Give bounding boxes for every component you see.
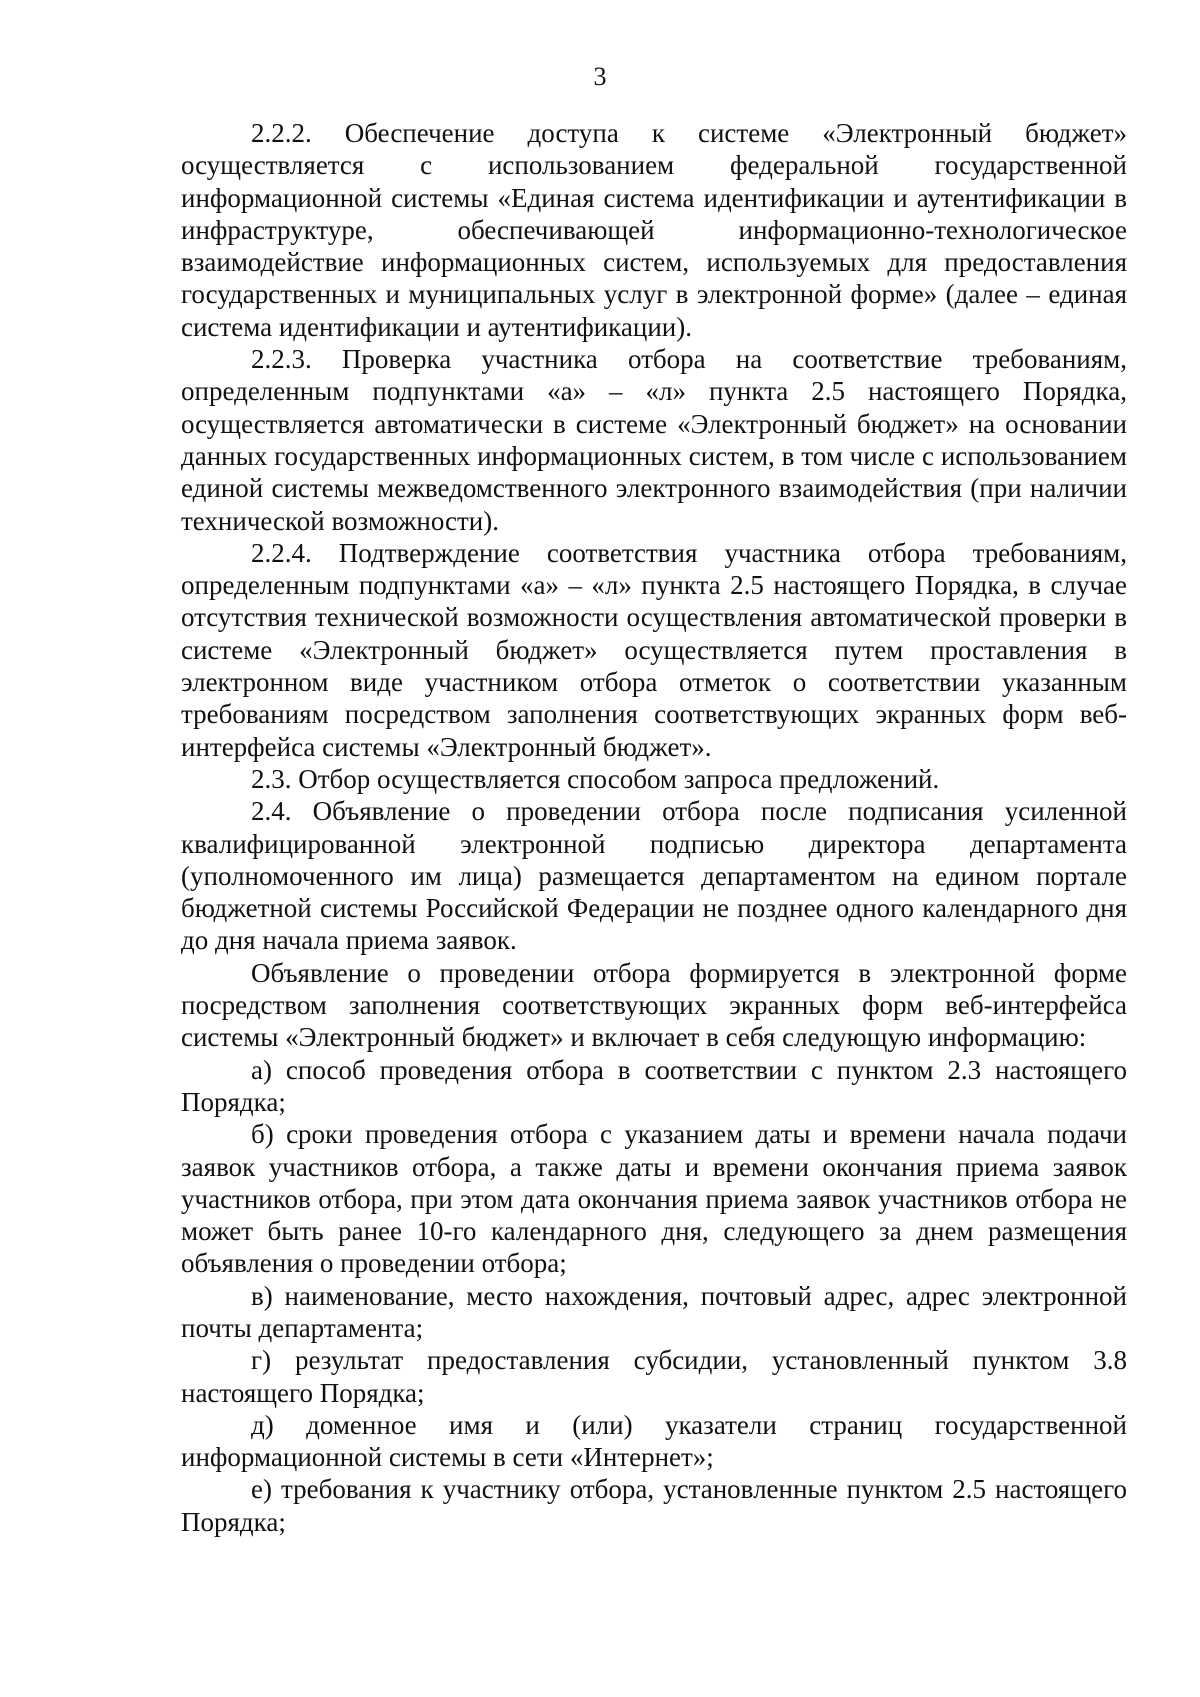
paragraph-2-2-2: 2.2.2. Обеспечение доступа к системе «Электронный бюджет» осуществляется с использованием федеральной государственной информационной системы «Единая система идентификации и аутентификации в инфраструктуре, обеспечивающей информационно-технологическое взаимодействие информационных систем, используемых для предоставления государственных и муниципальных услуг в электронной форме» (далее – единая система идентификации и аутентификации). — [181, 118, 1127, 342]
list-item-d: д) доменное имя и (или) указатели страниц государственной информационной системы в сети «Интернет»; — [181, 1409, 1127, 1473]
list-item-a: а) способ проведения отбора в соответствии с пунктом 2.3 настоящего Порядка; — [181, 1054, 1127, 1117]
list-item-b: б) сроки проведения отбора с указанием даты и времени начала подачи заявок участников отбора, а также даты и времени окончания приема заявок участников отбора, при этом дата окончания приема заявок участников отбора не может быть ранее 10-го календарного дня, следующего за днем размещения объявления о проведении отбора; — [181, 1119, 1127, 1279]
list-item-e: е) требования к участнику отбора, установленные пунктом 2.5 настоящего Порядка; — [181, 1474, 1127, 1537]
paragraph-2-2-4: 2.2.4. Подтверждение соответствия участника отбора требованиям, определенным подпунктами «а» – «л» пункта 2.5 настоящего Порядка, в случае отсутствия технической возможности осуществления автоматической проверки в системе «Электронный бюджет» осуществляется путем проставления в электронном виде участником отбора отметок о соответствии указанным требованиям посредством заполнения соответствующих экранных форм веб-интерфейса системы «Электронный бюджет». — [181, 537, 1127, 762]
document-body — [181, 117, 1127, 1538]
paragraph-2-3: 2.3. Отбор осуществляется способом запроса предложений. — [251, 763, 940, 794]
list-item-g: г) результат предоставления субсидии, установленный пунктом 3.8 настоящего Порядка; — [181, 1345, 1127, 1408]
list-item-v: в) наименование, место нахождения, почтовый адрес, адрес электронной почты департамента; — [181, 1280, 1127, 1343]
paragraph-2-2-3: 2.2.3. Проверка участника отбора на соответствие требованиям, определенным подпунктами «а» – «л» пункта 2.5 настоящего Порядка, осуществляется автоматически в системе «Электронный бюджет» на основании данных государственных информационных систем, в том числе с использованием единой системы межведомственного электронного взаимодействия (при наличии технической возможности). — [181, 344, 1127, 536]
paragraph-2-4: 2.4. Объявление о проведении отбора после подписания усиленной квалифицированной электронной подписью директора департамента (уполномоченного им лица) размещается департаментом на едином портале бюджетной системы Российской Федерации не позднее одного календарного дня до дня начала приема заявок. — [181, 796, 1127, 956]
paragraph-announcement: Объявление о проведении отбора формируется в электронной форме посредством заполнения соответствующих экранных форм веб-интерфейса системы «Электронный бюджет» и включает в себя следующую информацию: — [181, 957, 1127, 1053]
page-number: 3 — [593, 62, 607, 91]
